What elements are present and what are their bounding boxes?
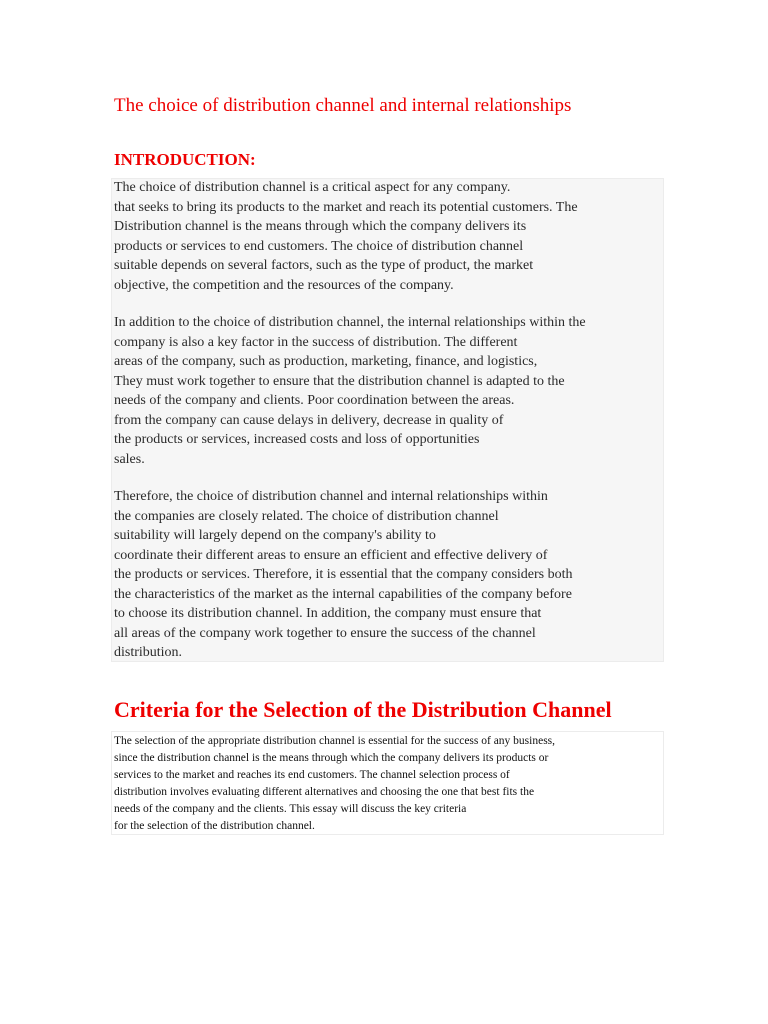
criteria-heading: Criteria for the Selection of the Distribution Channel bbox=[114, 697, 612, 722]
text-line: The choice of distribution channel is a critical aspect for any company. bbox=[114, 180, 511, 195]
text-line: the products or services. Therefore, it is essential that the company considers both bbox=[114, 567, 573, 582]
text-line: suitability will largely depend on the company's ability to bbox=[114, 528, 436, 543]
text-line: Therefore, the choice of distribution channel and internal relationships within bbox=[114, 489, 548, 504]
text-line: to choose its distribution channel. In addition, the company must ensure that bbox=[114, 606, 542, 621]
text-line: the characteristics of the market as the internal capabilities of the company before bbox=[114, 586, 572, 602]
introduction-body bbox=[114, 178, 662, 663]
text-line: that seeks to bring its products to the market and reach its potential customers. The bbox=[114, 199, 578, 215]
document-title: The choice of distribution channel and internal relationships bbox=[114, 95, 572, 116]
paragraph-gap bbox=[114, 295, 662, 313]
text-line: needs of the company and the clients. This essay will discuss the key criteria bbox=[114, 803, 467, 815]
text-line: since the distribution channel is the means through which the company delivers its products or bbox=[114, 752, 549, 764]
text-line: sales. bbox=[114, 451, 145, 467]
introduction-heading: INTRODUCTION: bbox=[114, 150, 256, 169]
text-line: all areas of the company work together to ensure the success of the channel bbox=[114, 625, 536, 641]
text-line: needs of the company and clients. Poor coordination between the areas. bbox=[114, 393, 515, 408]
text-line: In addition to the choice of distribution channel, the internal relationships within the bbox=[114, 315, 586, 330]
text-line: areas of the company, such as production, marketing, finance, and logistics, bbox=[114, 354, 538, 369]
criteria-body bbox=[114, 733, 662, 835]
text-line: products or services to end customers. The choice of distribution channel bbox=[114, 238, 524, 254]
text-line: the products or services, increased costs and loss of opportunities bbox=[114, 432, 480, 447]
text-line: Distribution channel is the means through which the company delivers its bbox=[114, 219, 527, 234]
text-line: objective, the competition and the resources of the company. bbox=[114, 277, 454, 293]
text-line: services to the market and reaches its end customers. The channel selection process of bbox=[114, 769, 510, 781]
text-line: They must work together to ensure that the distribution channel is adapted to the bbox=[114, 373, 565, 389]
text-line: distribution. bbox=[114, 645, 183, 660]
text-line: for the selection of the distribution channel. bbox=[114, 820, 315, 832]
text-line: the companies are closely related. The choice of distribution channel bbox=[114, 508, 499, 524]
text-line: The selection of the appropriate distribution channel is essential for the success of any business, bbox=[114, 735, 556, 747]
text-line: company is also a key factor in the success of distribution. The different bbox=[114, 334, 518, 350]
text-line: distribution involves evaluating different alternatives and choosing the one that best fits the bbox=[114, 786, 535, 798]
text-line: suitable depends on several factors, such as the type of product, the market bbox=[114, 258, 534, 273]
text-line: coordinate their different areas to ensure an efficient and effective delivery of bbox=[114, 547, 548, 563]
paragraph-gap bbox=[114, 469, 662, 487]
text-line: from the company can cause delays in delivery, decrease in quality of bbox=[114, 412, 504, 428]
